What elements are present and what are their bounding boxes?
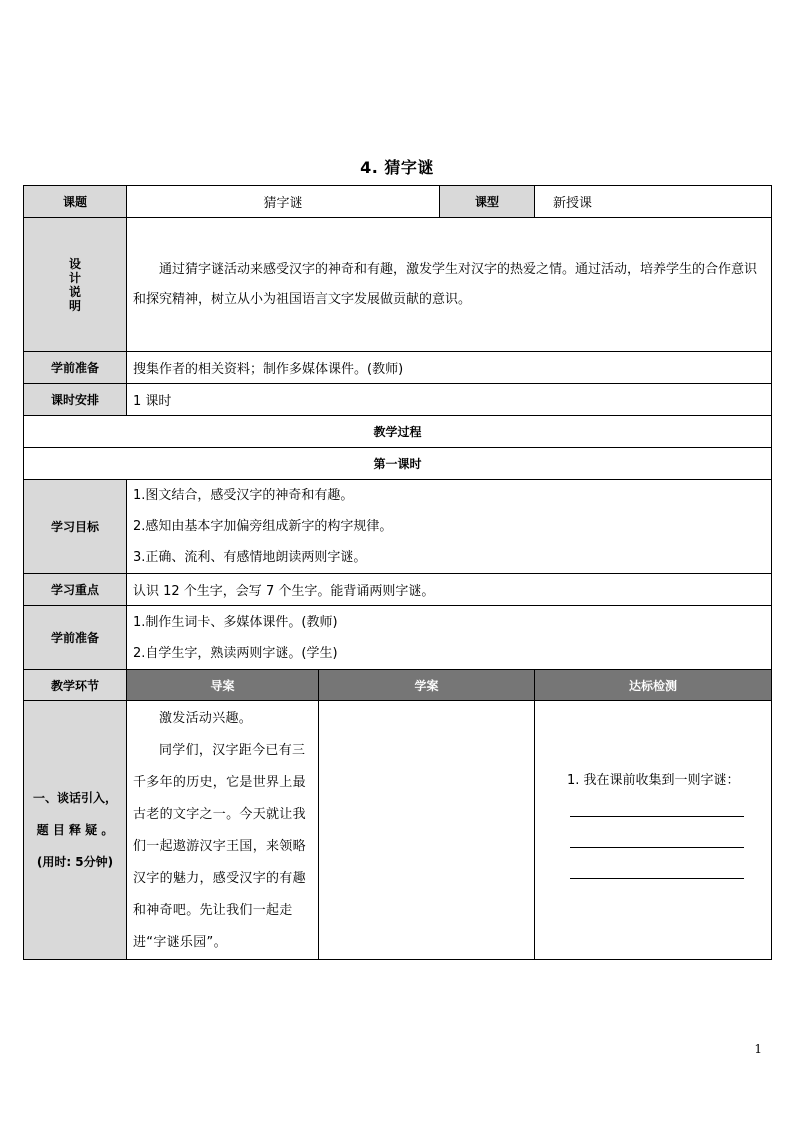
section1-stage: 一、谈话引入， 题 目 释 疑 。 (用时: 5分钟): [24, 701, 127, 960]
answer-blank-line[interactable]: [570, 847, 744, 848]
type-label: 课型: [440, 186, 535, 218]
goal-item: 3.正确、流利、有感情地朗读两则字谜。: [133, 550, 367, 565]
schedule-row: [24, 384, 772, 416]
schedule-value: 1 课时: [127, 384, 772, 416]
design-text: 通过猜字谜活动来感受汉字的神奇和有趣，激发学生对汉字的热爱之情。通过活动，培养学生的合作意识和探究精神，树立从小为祖国语言文字发展做贡献的意识。: [133, 261, 758, 307]
col-check-header: 达标检测: [535, 670, 772, 701]
goals-row: [24, 480, 772, 574]
topic-value: 猜字谜: [127, 186, 440, 218]
goals-cell: [127, 480, 772, 574]
prep2-item: 2.自学生字，熟读两则字谜。(学生): [133, 645, 338, 661]
col-stage-header: 教学环节: [24, 670, 127, 701]
process-title: 教学过程: [24, 416, 772, 448]
section1-row: [24, 701, 772, 960]
design-row: [24, 218, 772, 352]
topic-row: [24, 186, 772, 218]
goal-item: 2.感知由基本字加偏旁组成新字的构字规律。: [133, 519, 393, 534]
page-number: 1: [754, 1042, 762, 1056]
lesson-title: 第一课时: [24, 448, 772, 480]
check-question: 1. 我在课前收集到一则字谜：: [567, 773, 740, 788]
prep2-cell: [127, 606, 772, 670]
prep2-item: 1.制作生词卡、多媒体课件。(教师): [133, 614, 338, 630]
process-row: [24, 416, 772, 448]
guide-paragraph: 激发活动兴趣。: [159, 711, 253, 726]
schedule-label: 课时安排: [24, 384, 127, 416]
design-text-cell: [127, 218, 772, 352]
topic-label: 课题: [24, 186, 127, 218]
answer-blank-line[interactable]: [570, 816, 744, 817]
design-label: 设 计 说 明: [24, 218, 127, 352]
section1-check: [535, 701, 772, 960]
focus-value: 认识 12 个生字，会写 7 个生字。能背诵两则字谜。: [127, 574, 772, 606]
guide-paragraph: 同学们，汉字距今已有三千多年的历史，它是世界上最古老的文字之一。今天就让我们一起遨游汉字王国，来领略汉字的魅力，感受汉字的有趣和神奇吧。先让我们一起走进“字谜乐园”。: [133, 743, 306, 950]
section1-guide: [127, 701, 319, 960]
prep2-row: [24, 606, 772, 670]
answer-blank-line[interactable]: [570, 878, 744, 879]
prep2-label: 学前准备: [24, 606, 127, 670]
goals-label: 学习目标: [24, 480, 127, 574]
col-guide-header: 导案: [127, 670, 319, 701]
type-value: 新授课: [535, 186, 772, 218]
goal-item: 1.图文结合，感受汉字的神奇和有趣。: [133, 488, 354, 503]
prep-row: [24, 352, 772, 384]
document-title: 4. 猜字谜: [360, 158, 434, 177]
column-header-row: [24, 670, 772, 701]
prep-label: 学前准备: [24, 352, 127, 384]
col-study-header: 学案: [319, 670, 535, 701]
focus-label: 学习重点: [24, 574, 127, 606]
lesson-plan-table: [23, 185, 772, 960]
prep-value: 搜集作者的相关资料；制作多媒体课件。(教师): [127, 352, 772, 384]
lesson-row: [24, 448, 772, 480]
section1-study: [319, 701, 535, 960]
focus-row: [24, 574, 772, 606]
